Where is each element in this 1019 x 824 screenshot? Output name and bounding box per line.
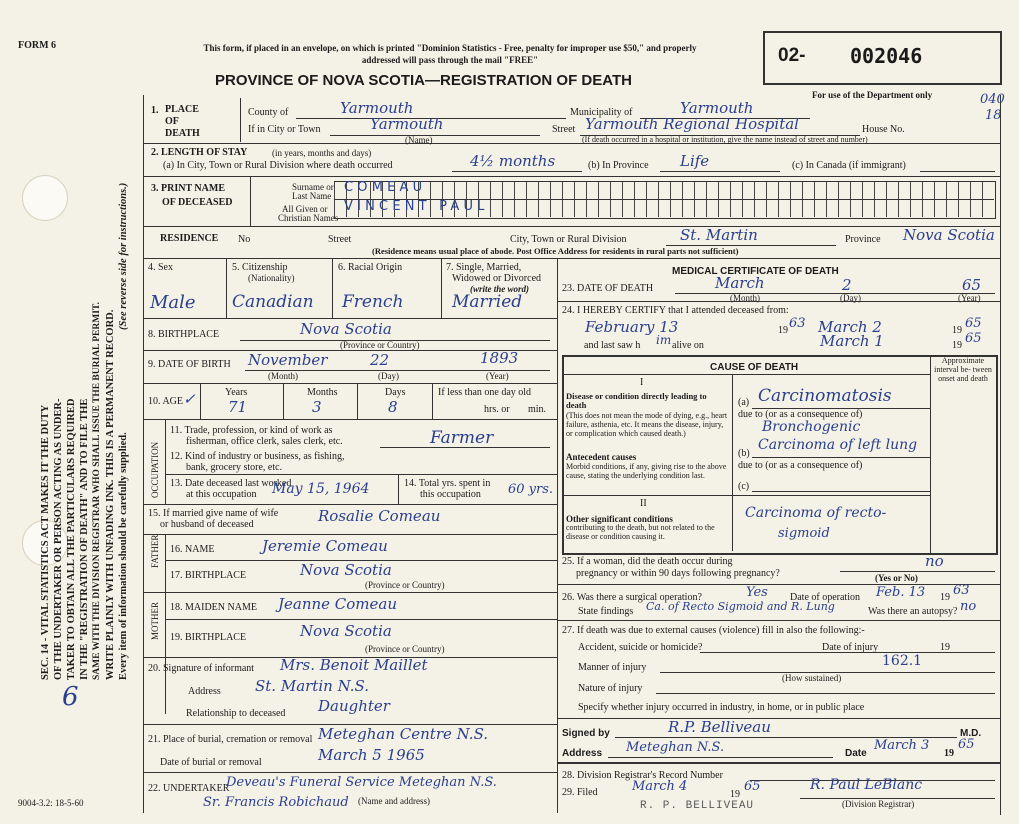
side-text-1: SEC. 14 - VITAL STATISTICS ACT MAKES IT THE DUTY [40, 404, 51, 680]
name-caption: (Name) [405, 135, 433, 145]
father-value: Jeremie Comeau [262, 537, 388, 555]
street-label: Street [552, 124, 576, 135]
interval-header: Approximate interval be- tween onset and death [934, 356, 992, 383]
pregnancy-line [840, 571, 995, 572]
burial-date-value: March 5 1965 [318, 746, 425, 764]
undertaker-caption: (Name and address) [358, 796, 430, 806]
stamp-text: R. P. BELLIVEAU [640, 800, 755, 812]
sign-month-value: March 3 [874, 738, 930, 753]
s1-place: PLACE [165, 104, 199, 115]
s2c-label: (c) In Canada (if immigrant) [792, 160, 906, 171]
side-text-8: (See reverse side for instructions.) [118, 182, 129, 330]
s2b-line [660, 171, 780, 172]
registrar-value: R. Paul LeBlanc [810, 777, 923, 793]
min-label: min. [528, 404, 547, 415]
col-div-1 [226, 258, 227, 318]
other2-value: sigmoid [778, 526, 830, 541]
cause-dis-label: Disease or condition directly leading to death [566, 391, 707, 410]
specify-label: Specify whether injury occurred in industry, in home, or in public place [578, 702, 865, 713]
how-sustained: (How sustained) [782, 673, 842, 683]
s8-label: 8. BIRTHPLACE [148, 329, 220, 340]
burial-date-label: Date of burial or removal [160, 757, 262, 768]
pregnancy-value: no [925, 552, 944, 570]
birthplace-caption: (Province or Country) [340, 340, 420, 350]
father-bp-value: Nova Scotia [300, 561, 392, 579]
age-years-value: 71 [228, 398, 248, 416]
s7-label: 7. Single, Married, [446, 262, 522, 273]
cause-b-line [752, 457, 930, 458]
manner-label: Manner of injury [578, 662, 647, 673]
given-value: VINCENT PAUL [344, 199, 489, 214]
antecedent-note: Morbid conditions, if any, giving rise to the above cause, stating the underlying condition last. [566, 462, 727, 480]
s4-label: 4. Sex [148, 262, 173, 273]
nature-code-value: 162.1 [882, 653, 923, 669]
accident-line [700, 652, 995, 653]
county-label: County of [248, 107, 289, 118]
s24c-label: alive on [672, 340, 704, 351]
res-city-label: City, Town or Rural Division [510, 234, 627, 245]
mother-bp-value: Nova Scotia [300, 622, 392, 640]
municipality-label: Municipality of [570, 107, 633, 118]
s12-label: 12. Kind of industry or business, as fishing, [170, 451, 345, 462]
attend-from-value: February 13 [585, 318, 679, 336]
medical-title: MEDICAL CERTIFICATE OF DEATH [672, 266, 839, 277]
cause-b1-value: Bronchogenic [762, 419, 861, 435]
age-days-value: 8 [388, 398, 398, 416]
signed-by-label: Signed by [562, 728, 610, 739]
yr19-c: 19 [952, 340, 962, 351]
city-town-label: If in City or Town [248, 124, 321, 135]
date-label-2: Date [845, 748, 867, 759]
mother-value: Jeanne Comeau [278, 595, 398, 613]
rule-r1 [557, 301, 1000, 302]
side-text-6: WRITE PLAINLY WITH UNFADING INK. THIS IS A PERMANENT RECORD. [105, 309, 116, 680]
s3-divider [250, 176, 251, 226]
punch-hole-top [22, 175, 68, 221]
hrs-label: hrs. or [484, 404, 510, 415]
stay-town-value: 4½ months [470, 152, 556, 170]
s1-num: 1. [151, 105, 159, 116]
side-text-4: IN THE "REGISTRATION OF DEATH" AND TO FILE THE [79, 398, 90, 680]
s10-label: 10. AGE [148, 396, 183, 407]
attend-to-yr: 65 [965, 316, 982, 331]
s9-label: 9. DATE OF BIRTH [148, 359, 231, 370]
s26-label: 26. Was there a surgical operation? [562, 592, 702, 603]
date-injury-label: Date of injury [822, 642, 879, 653]
mother-side: MOTHER [150, 602, 160, 640]
birthplace-value: Nova Scotia [300, 320, 392, 338]
form-title: PROVINCE OF NOVA SCOTIA—REGISTRATION OF DEATH [215, 72, 632, 89]
frame-left [143, 95, 144, 813]
surname-grid [334, 182, 994, 199]
mail-notice: This form, if placed in an envelope, on which is printed "Dominion Statistics - Free, penalty for improper use $50," and properly addressed will pass through the mail "FREE" [203, 43, 697, 65]
dob-month-value: November [248, 351, 328, 369]
side-text-5: SAME WITH THE DIVISION REGISTRAR WHO SHALL ISSUE THE BURIAL PERMIT. [92, 302, 102, 680]
s24b-label: and last saw h [584, 340, 641, 351]
rule-7 [143, 383, 557, 384]
yr19-a: 19 [778, 325, 788, 336]
cause-rule-1 [564, 374, 930, 375]
trade-line [380, 447, 550, 448]
cause-rule-2 [564, 495, 930, 496]
nature-line [656, 693, 995, 694]
dod-year-caption: (Year) [958, 293, 981, 303]
md-label: M.D. [960, 728, 982, 739]
s2c-line [920, 171, 995, 172]
cause-dis-note: (This does not mean the mode of dying, e.g., heart failure, asthenia, etc. It means the disease, injury, or complication which caused death.) [566, 411, 728, 438]
rule-11 [143, 534, 557, 535]
rule-r2 [557, 584, 1000, 585]
relationship-label: Relationship to deceased [186, 708, 286, 719]
address-label-2: Address [562, 748, 603, 759]
given-label: All Given or [282, 204, 328, 214]
s5b-label: (Nationality) [248, 273, 295, 283]
findings-label: State findings [578, 606, 634, 617]
dob-year-caption: (Year) [486, 371, 509, 381]
sign-addr-value: Meteghan N.S. [626, 740, 725, 755]
inf-address-value: St. Martin N.S. [255, 677, 370, 695]
surgery-value: Yes [746, 585, 768, 600]
dod-month-caption: (Month) [730, 293, 760, 303]
s2a-line [452, 171, 582, 172]
rule-9 [165, 474, 557, 475]
s13b-label: at this occupation [186, 489, 257, 500]
sex-value: Male [150, 292, 196, 313]
s1-divider [240, 98, 241, 142]
s22-label: 22. UNDERTAKER [148, 783, 230, 794]
dob-day-caption: (Day) [378, 371, 399, 381]
last-name-label: Last Name [292, 191, 332, 201]
last-saw-pre: im [656, 333, 672, 347]
frame-right [1000, 95, 1001, 815]
city-value: Yarmouth [370, 115, 444, 133]
s15-label: 15. If married give name of wife [148, 508, 279, 519]
age-check: ✓ [183, 390, 196, 408]
attend-from-yr: 63 [789, 316, 806, 331]
yes-no-caption: (Yes or No) [875, 573, 918, 583]
reg-number: 002046 [850, 44, 923, 68]
burial-place-value: Meteghan Centre N.S. [318, 725, 489, 743]
dept-code-1: 040 [980, 92, 1005, 107]
christian-label: Christian Names [278, 213, 339, 223]
stay-province-value: Life [680, 152, 710, 170]
hospital-note: (If death occurred in a hospital or institution, give the name instead of street and number) [582, 135, 868, 144]
occ-div [165, 419, 166, 504]
years-label: Years [225, 387, 248, 398]
street-value: Yarmouth Regional Hospital [585, 115, 799, 133]
marital-value: Married [452, 292, 523, 312]
s23-label: 23. DATE OF DEATH [562, 283, 654, 294]
dept-code-2: 18 [985, 108, 1002, 123]
citizenship-value: Canadian [232, 292, 314, 312]
side-text-2: OF THE UNDERTAKER OR PERSON ACTING AS UNDER- [53, 398, 64, 680]
occ-div-2 [398, 474, 399, 504]
s17-label: 17. BIRTHPLACE [170, 570, 247, 581]
cause-c-label: (c) [738, 481, 750, 492]
dod-day-caption: (Day) [840, 293, 861, 303]
s27-label: 27. If death was due to external causes (violence) fill in also the following:- [562, 625, 865, 636]
rule-r5 [557, 762, 1000, 764]
s7b-label: Widowed or Divorced [452, 273, 542, 284]
col-div-2 [332, 258, 333, 318]
rule-3 [143, 226, 1000, 227]
filed-yr-value: 65 [744, 779, 761, 794]
age-months-value: 3 [312, 398, 322, 416]
reg-prefix: 02- [778, 45, 806, 66]
s24-label: 24. I HEREBY CERTIFY that I attended deceased from: [562, 305, 789, 316]
rule-r4 [557, 718, 1000, 719]
s3-label-b: OF DECEASED [162, 197, 233, 208]
cause-a-label: (a) [738, 397, 750, 408]
mother-bp-caption: (Province or Country) [365, 644, 445, 654]
s28-label: 28. Division Registrar's Record Number [562, 770, 723, 781]
accident-label: Accident, suicide or homicide? [578, 642, 703, 653]
county-value: Yarmouth [340, 99, 414, 117]
s25b-label: pregnancy or within 90 days following pregnancy? [576, 568, 780, 579]
col-div-3 [441, 258, 442, 318]
surname-value: COMEAU [344, 180, 427, 195]
res-street-label: Street [328, 234, 352, 245]
antecedent-label: Antecedent causes [566, 452, 637, 462]
s6-label: 6. Racial Origin [338, 262, 403, 273]
last-worked-value: May 15, 1964 [272, 481, 370, 497]
autopsy-value: no [960, 599, 977, 614]
side-text-7: Every item of information should be carefully supplied. [118, 432, 129, 680]
dept-use: For use of the Department only [812, 90, 933, 100]
s5-label: 5. Citizenship [232, 262, 288, 273]
op-date-label: Date of operation [790, 592, 860, 603]
op-date-value: Feb. 13 [876, 585, 926, 600]
city-line [330, 135, 540, 136]
months-label: Months [307, 387, 338, 398]
yr19-f: 19 [944, 748, 954, 759]
spouse-value: Rosalie Comeau [318, 507, 441, 525]
rule-4 [143, 258, 1000, 259]
s18-label: 18. MAIDEN NAME [170, 602, 257, 613]
s14b-label: this occupation [420, 489, 481, 500]
cause-interval-div [930, 355, 931, 553]
cause-b2-value: Carcinoma of left lung [758, 437, 918, 453]
s11-label: 11. Trade, profession, or kind of work as [170, 425, 333, 436]
sign-addr-line [608, 757, 833, 758]
s13-label: 13. Date deceased last worked [170, 478, 292, 489]
op-yr-value: 63 [953, 583, 970, 598]
s2b-label: (b) In Province [588, 160, 649, 171]
due-to-2: due to (or as a consequence of) [738, 460, 863, 471]
inf-address-label: Address [188, 686, 221, 697]
age-div-4 [432, 383, 433, 419]
s14-label: 14. Total yrs. spent in [404, 478, 491, 489]
age-div-3 [357, 383, 358, 419]
rule-14 [165, 619, 557, 620]
informant-value: Mrs. Benoit Maillet [280, 656, 428, 674]
margin-mark: 6 [62, 682, 79, 712]
div-reg-caption: (Division Registrar) [842, 799, 915, 809]
filed-date-value: March 4 [632, 779, 688, 794]
yr19-g: 19 [730, 789, 740, 800]
other1-value: Carcinoma of recto- [745, 505, 887, 521]
res-no-label: No [238, 234, 251, 245]
cause-b-label: (b) [738, 448, 750, 459]
cause-mid-div [732, 374, 733, 551]
occupation-side: OCCUPATION [150, 441, 160, 498]
trade-value: Farmer [430, 428, 494, 448]
autopsy-label: Was there an autopsy? [868, 606, 958, 617]
rule-2 [143, 176, 1000, 177]
s15b-label: or husband of deceased [160, 519, 254, 530]
cause-c-line [752, 491, 930, 492]
rule-17 [143, 772, 557, 773]
dob-year-value: 1893 [480, 349, 519, 367]
cause-title: CAUSE OF DEATH [710, 362, 799, 373]
s2-label: 2. LENGTH OF STAY [151, 147, 248, 158]
rule-5 [143, 318, 557, 319]
signer-value: R.P. Belliveau [668, 718, 771, 736]
nature-label: Nature of injury [578, 683, 643, 694]
form-code: 9004-3.2: 18-5-60 [18, 798, 84, 808]
house-no-label: House No. [862, 124, 905, 135]
attend-to-value: March 2 [818, 318, 882, 336]
s19-label: 19. BIRTHPLACE [170, 632, 247, 643]
lt-day-label: If less than one day old [438, 387, 532, 398]
father-bp-caption: (Province or Country) [365, 580, 445, 590]
undertaker2-value: Sr. Francis Robichaud [203, 795, 349, 810]
dob-month-caption: (Month) [268, 371, 298, 381]
s2a-label: (a) In City, Town or Rural Division where death occurred [163, 160, 393, 171]
last-saw-value: March 1 [820, 332, 884, 350]
rule-r3 [557, 620, 1000, 621]
s16-label: 16. NAME [170, 544, 215, 555]
s2-hint: (in years, months and days) [272, 148, 372, 158]
cause-I: I [640, 377, 644, 388]
rule-8 [143, 419, 557, 420]
s29-label: 29. Filed [562, 787, 598, 798]
rule-10 [143, 504, 557, 505]
side-text-3: TAKER TO OBTAIN ALL THE PARTICULARS REQUIRED [66, 398, 77, 680]
s1-of: OF [165, 116, 179, 127]
findings-value: Ca. of Recto Sigmoid and R. Lung [646, 600, 835, 613]
other-sig-label: Other significant conditions [566, 514, 673, 524]
municipality-value: Yarmouth [680, 99, 754, 117]
res-province-label: Province [845, 234, 881, 245]
total-yrs-value: 60 yrs. [508, 482, 554, 497]
s20-label: 20. Signature of informant [148, 663, 255, 674]
yr19-e: 19 [940, 642, 950, 653]
cause-a-value: Carcinomatosis [758, 386, 892, 406]
form-id: FORM 6 [18, 40, 57, 51]
racial-value: French [342, 292, 404, 312]
res-city-value: St. Martin [680, 226, 758, 244]
residence-note: (Residence means usual place of abode. Post Office Address for residents in rural parts not sufficient) [372, 246, 739, 256]
s25-label: 25. If a woman, did the death occur during [562, 556, 733, 567]
surname-label: Surname or [292, 182, 334, 192]
yr19-b: 19 [952, 325, 962, 336]
center-divider [557, 258, 558, 813]
due-to-1: due to (or as a consequence of) [738, 409, 863, 420]
undertaker-value: Deveau's Funeral Service Meteghan N.S. [226, 775, 497, 790]
relationship-value: Daughter [318, 697, 390, 715]
sign-yr-value: 65 [958, 737, 975, 752]
age-div-2 [283, 383, 284, 419]
yr19-d: 19 [940, 592, 950, 603]
last-saw-yr: 65 [965, 331, 982, 346]
s11b-label: fisherman, office clerk, sales clerk, etc. [186, 436, 343, 447]
s7c-label: (write the word) [470, 284, 530, 294]
death-yr-value: 65 [962, 276, 982, 294]
cause-II: II [640, 498, 647, 509]
dob-day-value: 22 [370, 351, 390, 369]
dod-line [675, 293, 995, 294]
father-side: FATHER [150, 534, 160, 568]
death-day-value: 2 [842, 276, 852, 294]
age-div-1 [200, 383, 201, 419]
rule-1 [143, 143, 1000, 144]
death-month-value: March [715, 274, 765, 292]
res-province-value: Nova Scotia [903, 226, 995, 244]
other-sig-note: contributing to the death, but not related to the disease or condition causing it. [566, 523, 715, 541]
residence-label: RESIDENCE [160, 233, 219, 244]
s12b-label: bank, grocery store, etc. [186, 462, 283, 473]
parent-div [165, 534, 166, 714]
s21-label: 21. Place of burial, cremation or removal [148, 734, 313, 745]
rule-13 [143, 592, 557, 593]
s3-label-a: 3. PRINT NAME [151, 183, 225, 194]
s1-death: DEATH [165, 128, 200, 139]
days-label: Days [385, 387, 406, 398]
